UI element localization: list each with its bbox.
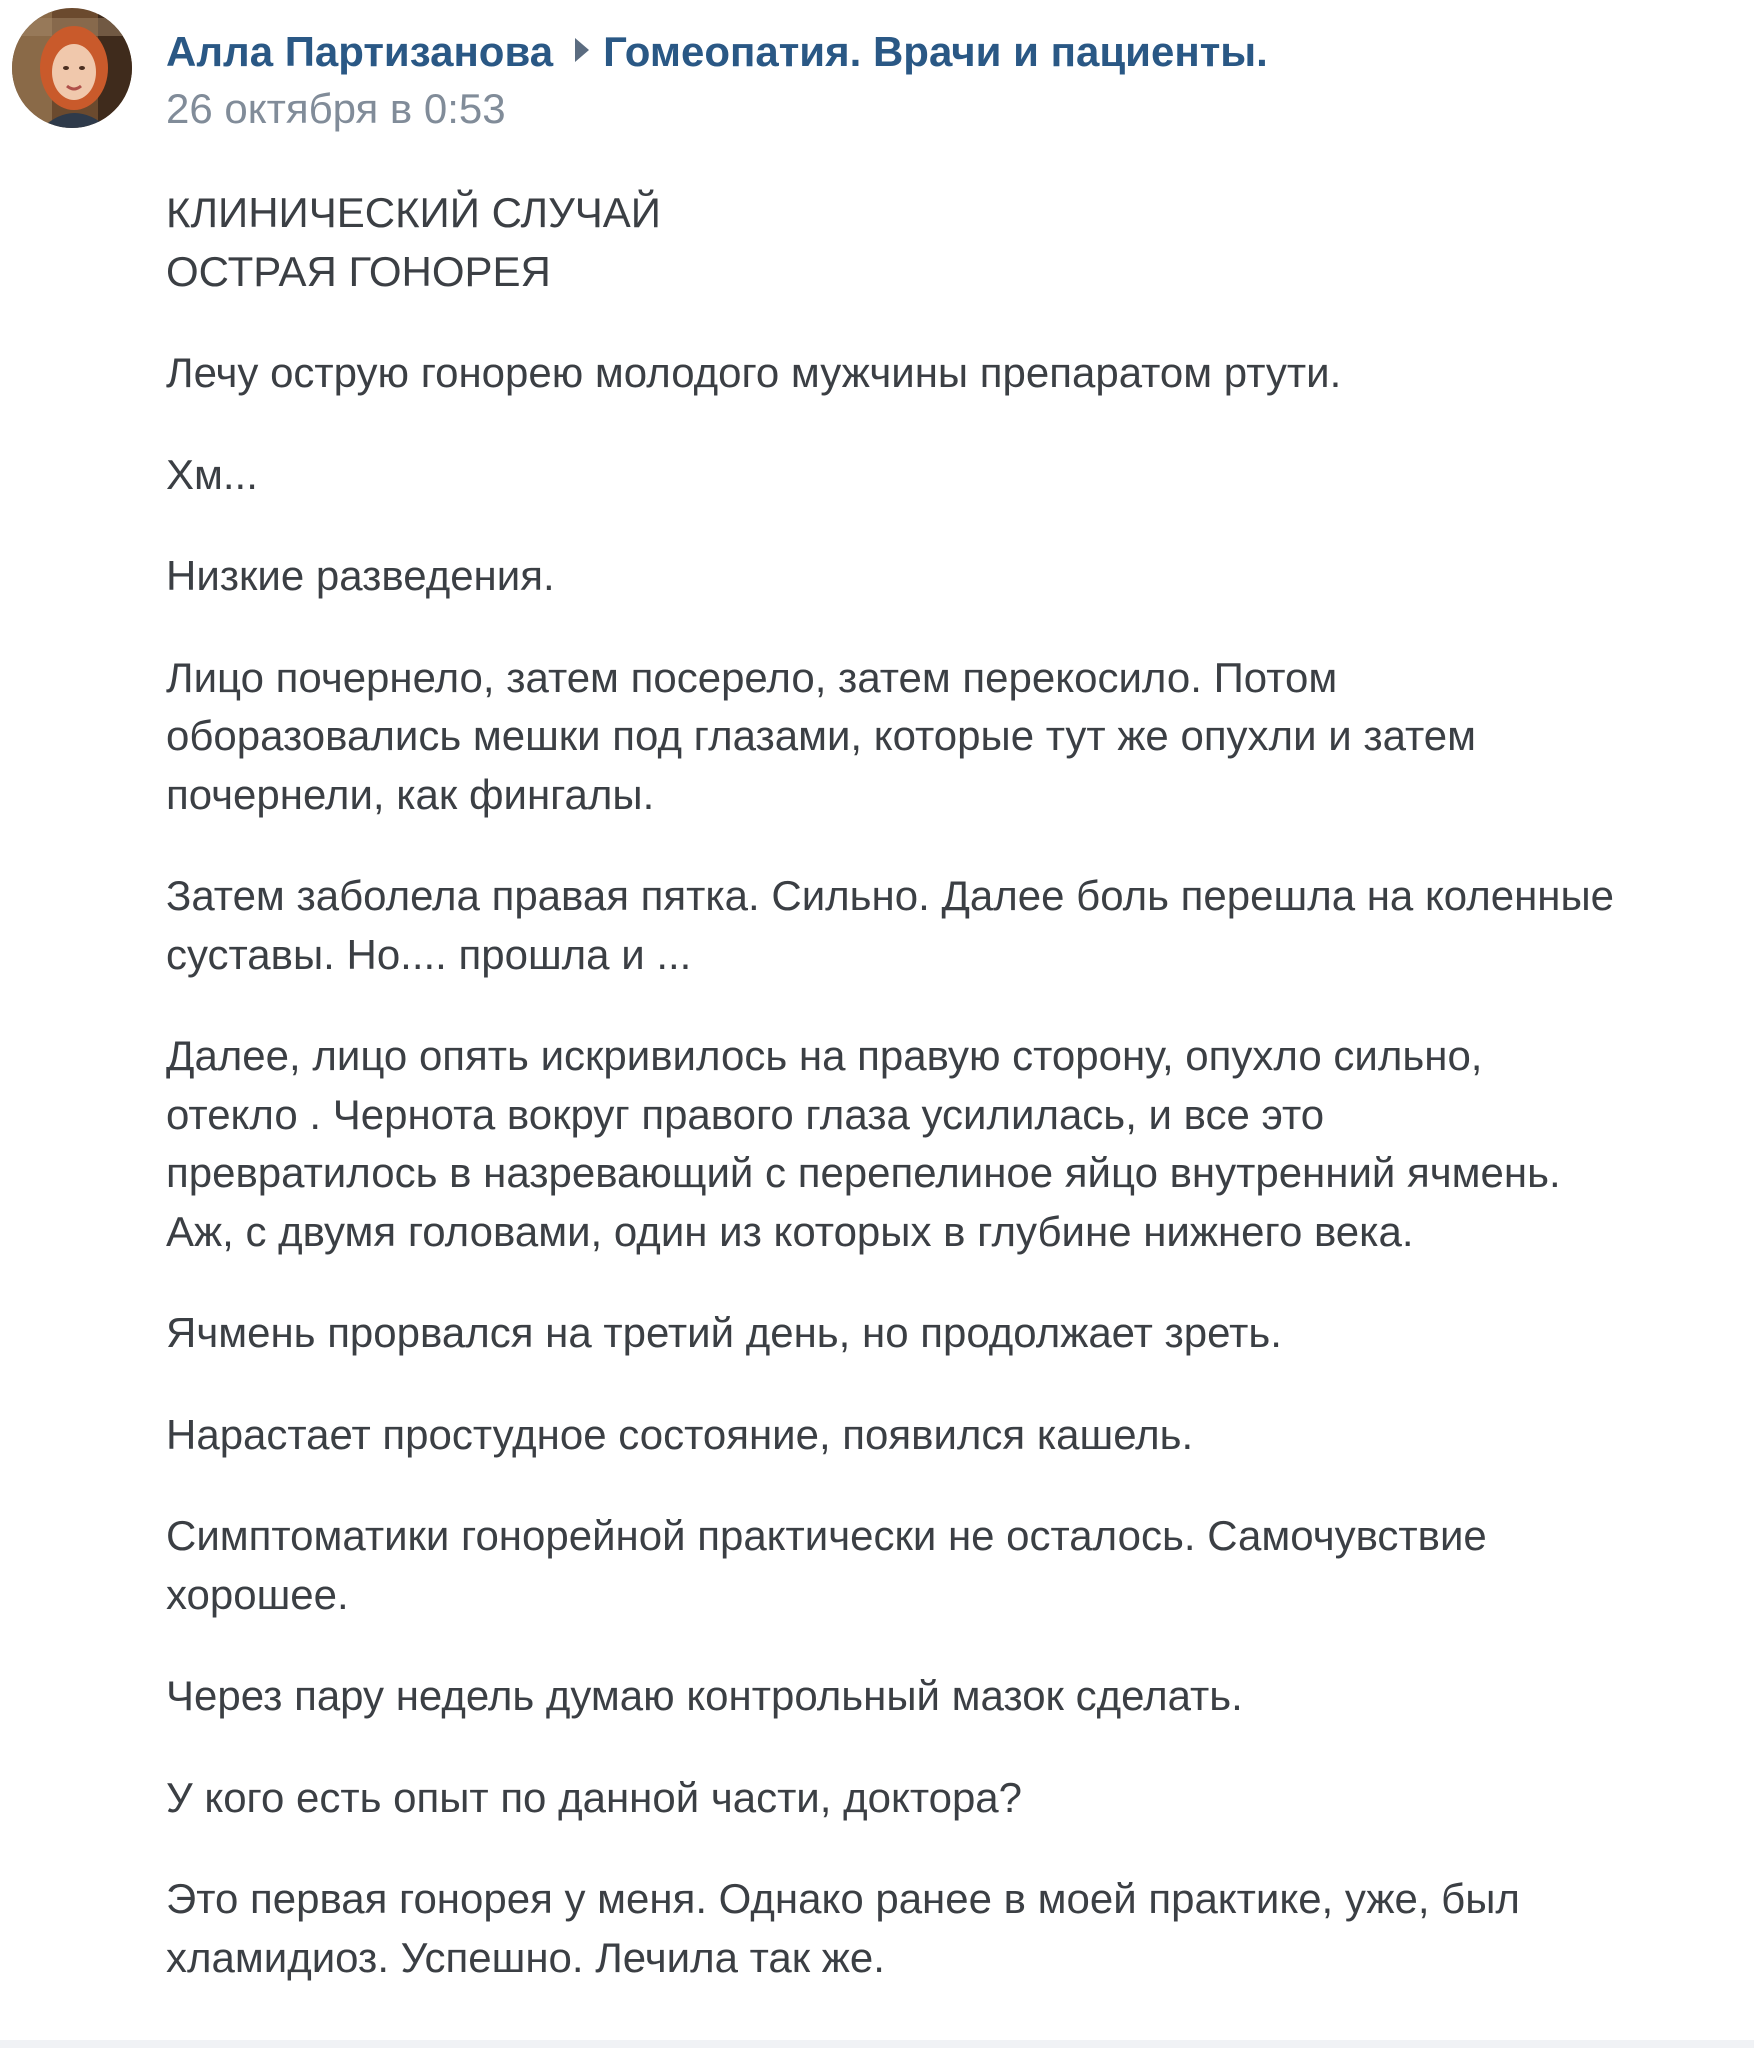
paragraph-line: оборазовались мешки под глазами, которые тут же опухли и затем — [166, 712, 1477, 759]
paragraph-line: превратилось в назревающий с перепелиное яйцо внутренний ячмень. — [166, 1149, 1561, 1196]
author-avatar[interactable] — [12, 8, 132, 128]
post-date[interactable]: 26 октября в 0:53 — [166, 85, 506, 132]
post-title — [166, 184, 1754, 301]
paragraph-line: Затем заболела правая пятка. Сильно. Далее боль перешла на коленные — [166, 872, 1615, 919]
paragraph-line: Симптоматики гонорейной практически не осталось. Самочувствие — [166, 1512, 1487, 1559]
paragraph-line: почернели, как фингалы. — [166, 770, 655, 818]
paragraph — [166, 344, 1754, 403]
paragraph-line: Лицо почернело, затем посерело, затем перекосило. Потом — [166, 653, 1338, 701]
avatar-image — [12, 8, 132, 128]
byline — [166, 22, 1666, 82]
paragraph-line: Нарастает простудное состояние, появился кашель. — [166, 1410, 1194, 1458]
post-divider — [0, 2040, 1754, 2048]
paragraph — [166, 1027, 1754, 1261]
paragraph-line: Ячмень прорвался на третий день, но продолжает зреть. — [166, 1309, 1282, 1356]
post-body — [166, 184, 1754, 2030]
paragraph-line: Лечу острую гонорею молодого мужчины препаратом ртути. — [166, 349, 1342, 396]
author-name-link[interactable]: Алла Партизанова — [166, 28, 554, 75]
title-line: ОСТРАЯ ГОНОРЕЯ — [166, 247, 551, 295]
paragraph-line: хламидиоз. Успешно. Лечила так же. — [166, 1933, 885, 1981]
paragraph — [166, 547, 1754, 606]
paragraph — [166, 1769, 1754, 1828]
paragraph-line: У кого есть опыт по данной части, доктора? — [166, 1773, 1023, 1821]
paragraph-line: хорошее. — [166, 1570, 349, 1618]
paragraph-line: Через пару недель думаю контрольный мазок сделать. — [166, 1672, 1243, 1719]
group-name-link[interactable]: Гомеопатия. Врачи и пациенты. — [603, 28, 1268, 75]
paragraph-line: Аж, с двумя головами, один из которых в глубине нижнего века. — [166, 1207, 1414, 1255]
paragraph-line: суставы. Но.... прошла и ... — [166, 930, 692, 978]
paragraph-line: отекло . Чернота вокруг правого глаза усилилась, и все это — [166, 1090, 1325, 1138]
paragraph — [166, 1667, 1754, 1726]
paragraph — [166, 1406, 1754, 1465]
arrow-right-icon — [575, 38, 589, 62]
paragraph — [166, 446, 1754, 505]
title-line: КЛИНИЧЕСКИЙ СЛУЧАЙ — [166, 189, 661, 236]
paragraph — [166, 867, 1754, 984]
post-header — [166, 22, 1666, 136]
paragraph — [166, 649, 1754, 825]
paragraph — [166, 1507, 1754, 1624]
paragraph-line: Низкие разведения. — [166, 552, 555, 599]
paragraph — [166, 1304, 1754, 1363]
paragraph-line: Далее, лицо опять искривилось на правую сторону, опухло сильно, — [166, 1032, 1483, 1079]
paragraph-line: Хм... — [166, 450, 258, 498]
paragraph-line: Это первая гонорея у меня. Однако ранее в моей практике, уже, был — [166, 1875, 1520, 1922]
paragraph — [166, 1870, 1754, 1987]
